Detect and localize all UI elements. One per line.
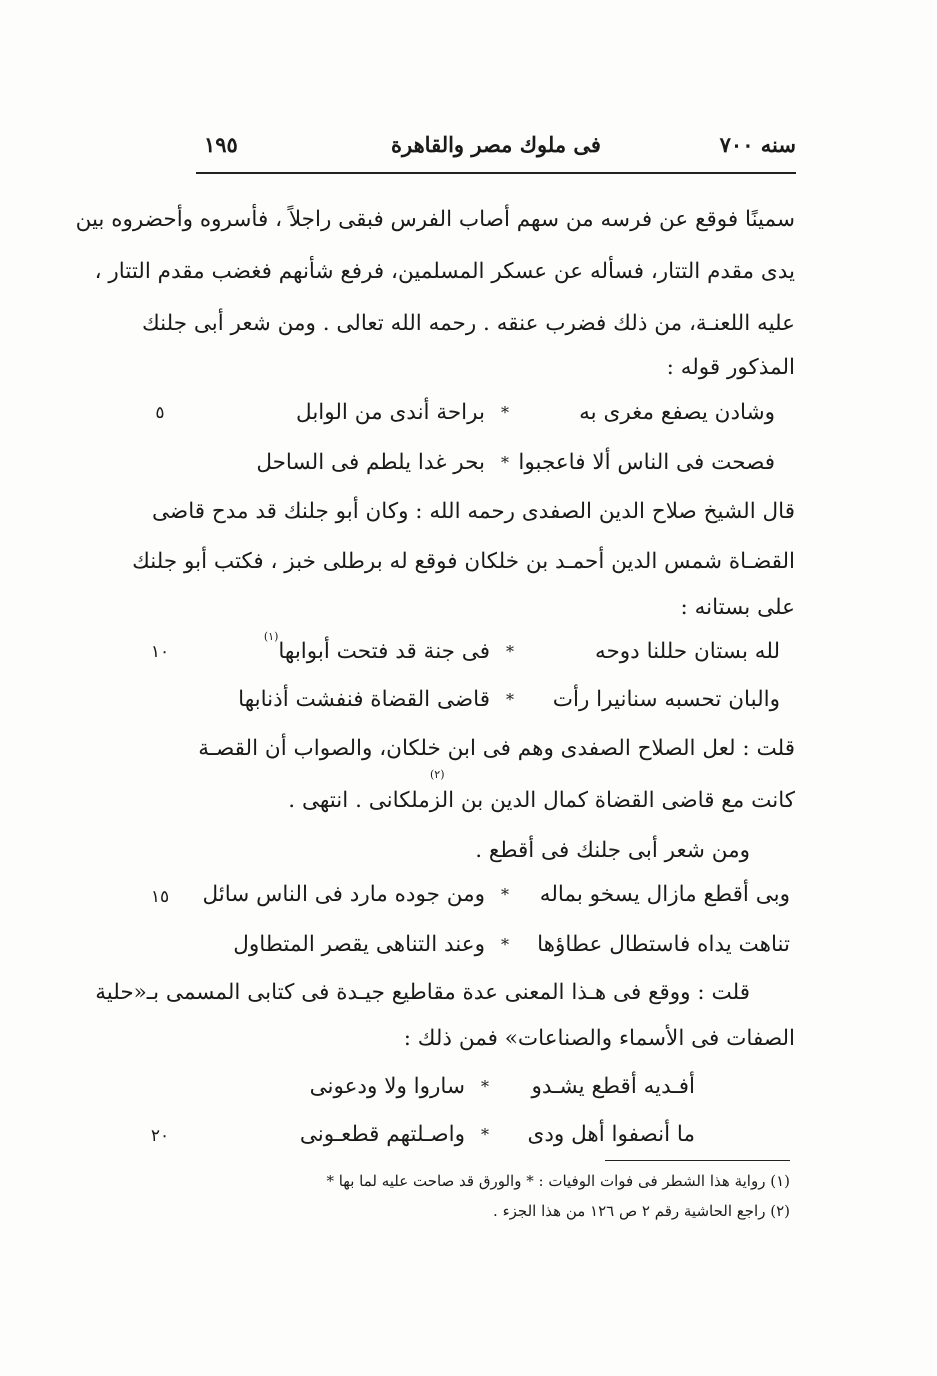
verse-hemistich: واصـلتهم قطعـونى — [299, 1122, 465, 1147]
star-separator: * — [481, 1125, 489, 1144]
footnote-marker: (٢) — [430, 768, 445, 781]
verse-hemistich: لله بستان حللنا دوحه — [594, 639, 780, 664]
star-separator: * — [501, 885, 509, 904]
text-line: يدى مقدم التتار، فسأله عن عسكر المسلمين، فرفع شأنهم فغضب مقدم التتار ، — [94, 259, 795, 284]
verse-hemistich: أفـديه أقطع يشـدو — [531, 1074, 695, 1099]
header-title: فى ملوك مصر والقاهرة — [391, 132, 601, 157]
footnote-marker: (١) — [263, 630, 279, 643]
verse — [235, 930, 790, 960]
text-line — [205, 786, 795, 816]
verse — [299, 1120, 695, 1150]
line-number: ٥ — [155, 403, 165, 423]
verse — [202, 880, 790, 910]
page-number: ١٩٥ — [204, 132, 238, 157]
star-separator: * — [481, 1077, 489, 1096]
verse-hemistich — [255, 630, 490, 670]
verse — [238, 685, 780, 715]
star-separator: * — [501, 453, 509, 472]
line-number: ١٥ — [150, 887, 170, 907]
verse-hemistich: قاضى القضاة فنفشت أذنابها — [238, 687, 490, 712]
text-line-content: كانت مع قاضى القضاة كمال الدين بن الزملكانى . انتهى . — [288, 788, 795, 813]
text-line: على بستانه : — [680, 595, 795, 620]
verse — [260, 398, 775, 428]
text-line: عليه اللعنـة، من ذلك فضرب عنقه . رحمه الله تعالى . ومن شعر أبى جلنك — [141, 311, 795, 336]
verse-hemistich: براحة أندى من الوابل — [296, 400, 485, 425]
text-line: قال الشيخ صلاح الدين الصفدى رحمه الله : وكان أبو جلنك قد مدح قاضى — [152, 499, 795, 524]
text-line: قلت : لعل الصلاح الصفدى وهم فى ابن خلكان، والصواب أن القصـة — [198, 736, 795, 761]
verse-hemistich: وعند التناهى يقصر المتطاول — [233, 932, 485, 957]
verse-hemistich: والبان تحسبه سنانيرا رأت — [552, 687, 780, 712]
header-year: سنه ٧٠٠ — [719, 132, 796, 157]
star-separator: * — [506, 642, 514, 661]
text-line: قلت : ووقع فى هـذا المعنى عدة مقاطيع جيـدة فى كتابى المسمى بـ«حلية — [95, 980, 750, 1005]
star-separator: * — [506, 690, 514, 709]
text-line: المذكور قوله : — [666, 355, 795, 380]
verse-hemistich: فصحت فى الناس ألا فاعجبوا — [518, 450, 775, 475]
text-line: الصفات فى الأسماء والصناعات» فمن ذلك : — [403, 1026, 795, 1051]
verse-hemistich: وبى أقطع مازال يسخو بماله — [539, 882, 790, 907]
running-header — [196, 132, 796, 164]
verse-hemistich: وشادن يصفع مغرى به — [579, 400, 775, 425]
star-separator: * — [501, 403, 509, 422]
verse-hemistich: بحر غدا يلطم فى الساحل — [256, 450, 485, 475]
verse — [255, 630, 780, 670]
text-line: ومن شعر أبى جلنك فى أقطع . — [475, 838, 750, 863]
footnote: (٢) راجع الحاشية رقم ٢ ص ١٢٦ من هذا الجزء . — [493, 1202, 790, 1220]
star-separator: * — [501, 935, 509, 954]
footnote-rule — [605, 1160, 790, 1161]
verse-hemistich: ما أنصفوا أهل ودى — [527, 1122, 695, 1147]
footnote: (١) رواية هذا الشطر فى فوات الوفيات : * والورق قد صاحت عليه لما بها * — [326, 1172, 790, 1190]
text-line: سمينًا فوقع عن فرسه من سهم أصاب الفرس فبقى راجلاً ، فأسروه وأحضروه بين — [75, 207, 795, 232]
verse-hemistich: تناهت يداه فاستطال عطاؤها — [537, 932, 790, 957]
verse-hemistich-text: فى جنة قد فتحت أبوابها — [278, 639, 490, 664]
verse — [305, 1072, 695, 1102]
line-number: ٢٠ — [150, 1126, 170, 1146]
header-rule — [196, 172, 796, 174]
verse-hemistich: ساروا ولا ودعونى — [309, 1074, 465, 1099]
text-line: القضـاة شمس الدين أحمـد بن خلكان فوقع له برطلى خبز ، فكتب أبو جلنك — [132, 549, 795, 574]
verse-hemistich: ومن جوده مارد فى الناس سائل — [202, 882, 485, 907]
line-number: ١٠ — [150, 642, 170, 662]
verse — [256, 448, 775, 478]
